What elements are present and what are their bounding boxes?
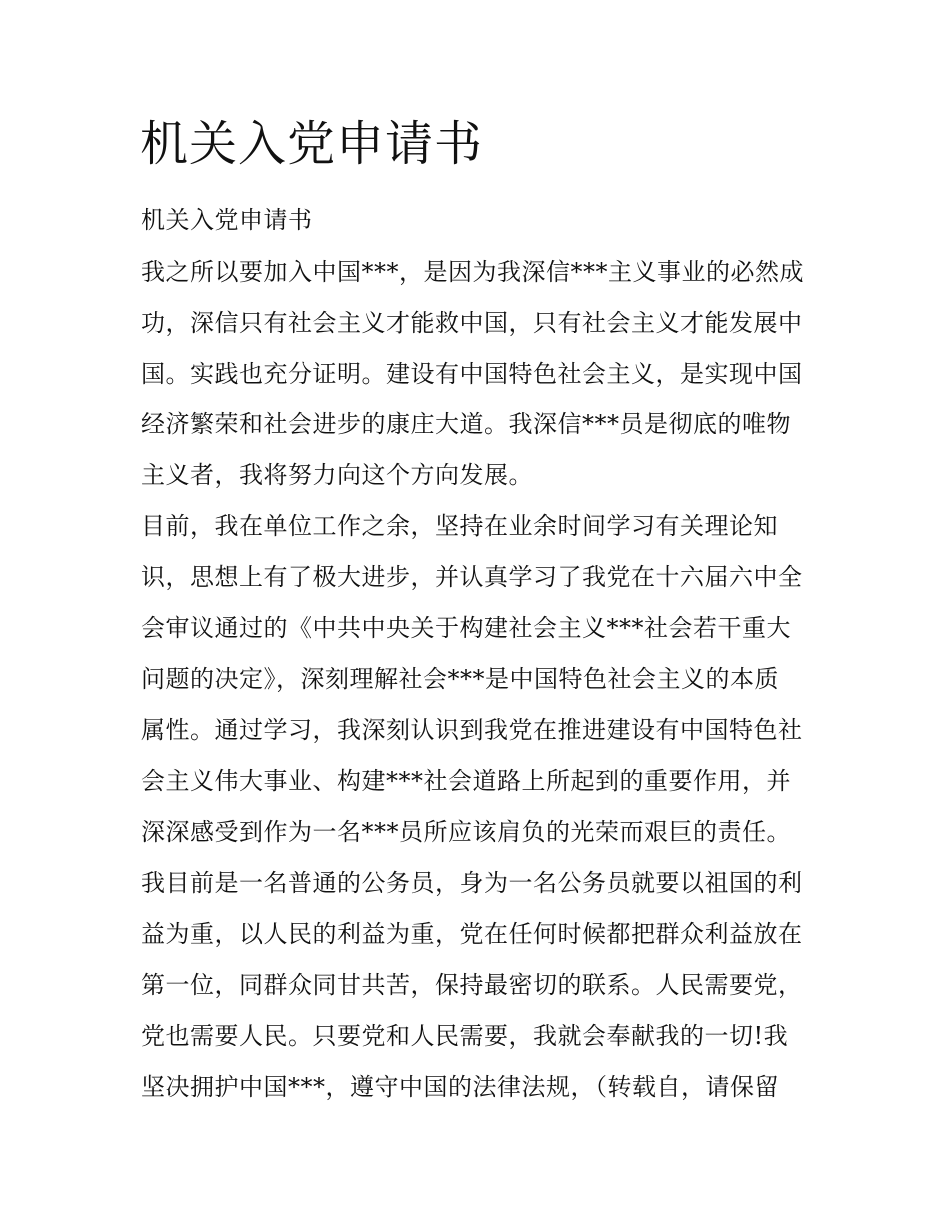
body-line: 深深感受到作为一名***员所应该肩负的光荣而艰巨的责任。 <box>141 818 791 846</box>
body-line: 主义者，我将努力向这个方向发展。 <box>141 461 533 489</box>
body-line: 国。实践也充分证明。建设有中国特色社会主义，是实现中国 <box>141 360 803 388</box>
body-line: 目前，我在单位工作之余，坚持在业余时间学习有关理论知 <box>141 512 778 540</box>
body-line: 我之所以要加入中国***，是因为我深信***主义事业的必然成 <box>141 258 804 286</box>
body-line: 经济繁荣和社会进步的康庄大道。我深信***员是彻底的唯物 <box>141 410 791 438</box>
body-line: 我目前是一名普通的公务员，身为一名公务员就要以祖国的利 <box>141 869 803 897</box>
body-line: 第一位，同群众同甘共苦，保持最密切的联系。人民需要党， <box>141 971 803 999</box>
body-line: 问题的决定》，深刻理解社会***是中国特色社会主义的本质 <box>141 665 779 693</box>
body-line: 识，思想上有了极大进步，并认真学习了我党在十六届六中全 <box>141 563 803 591</box>
body-line: 会主义伟大事业、构建***社会道路上所起到的重要作用，并 <box>141 767 791 795</box>
body-line: 会审议通过的《中共中央关于构建社会主义***社会若干重大 <box>141 614 791 642</box>
body-line: 功，深信只有社会主义才能救中国，只有社会主义才能发展中 <box>141 309 803 337</box>
body-line: 属性。通过学习，我深刻认识到我党在推进建设有中国特色社 <box>141 716 803 744</box>
body-line: 党也需要人民。只要党和人民需要，我就会奉献我的一切!我 <box>141 1022 789 1050</box>
body-line: 坚决拥护中国***，遵守中国的法律法规，（转载自，请保留 <box>141 1073 779 1101</box>
subtitle-line: 机关入党申请书 <box>141 206 313 234</box>
document-title: 机关入党申请书 <box>140 116 484 172</box>
body-line: 益为重，以人民的利益为重，党在任何时候都把群众利益放在 <box>141 920 803 948</box>
